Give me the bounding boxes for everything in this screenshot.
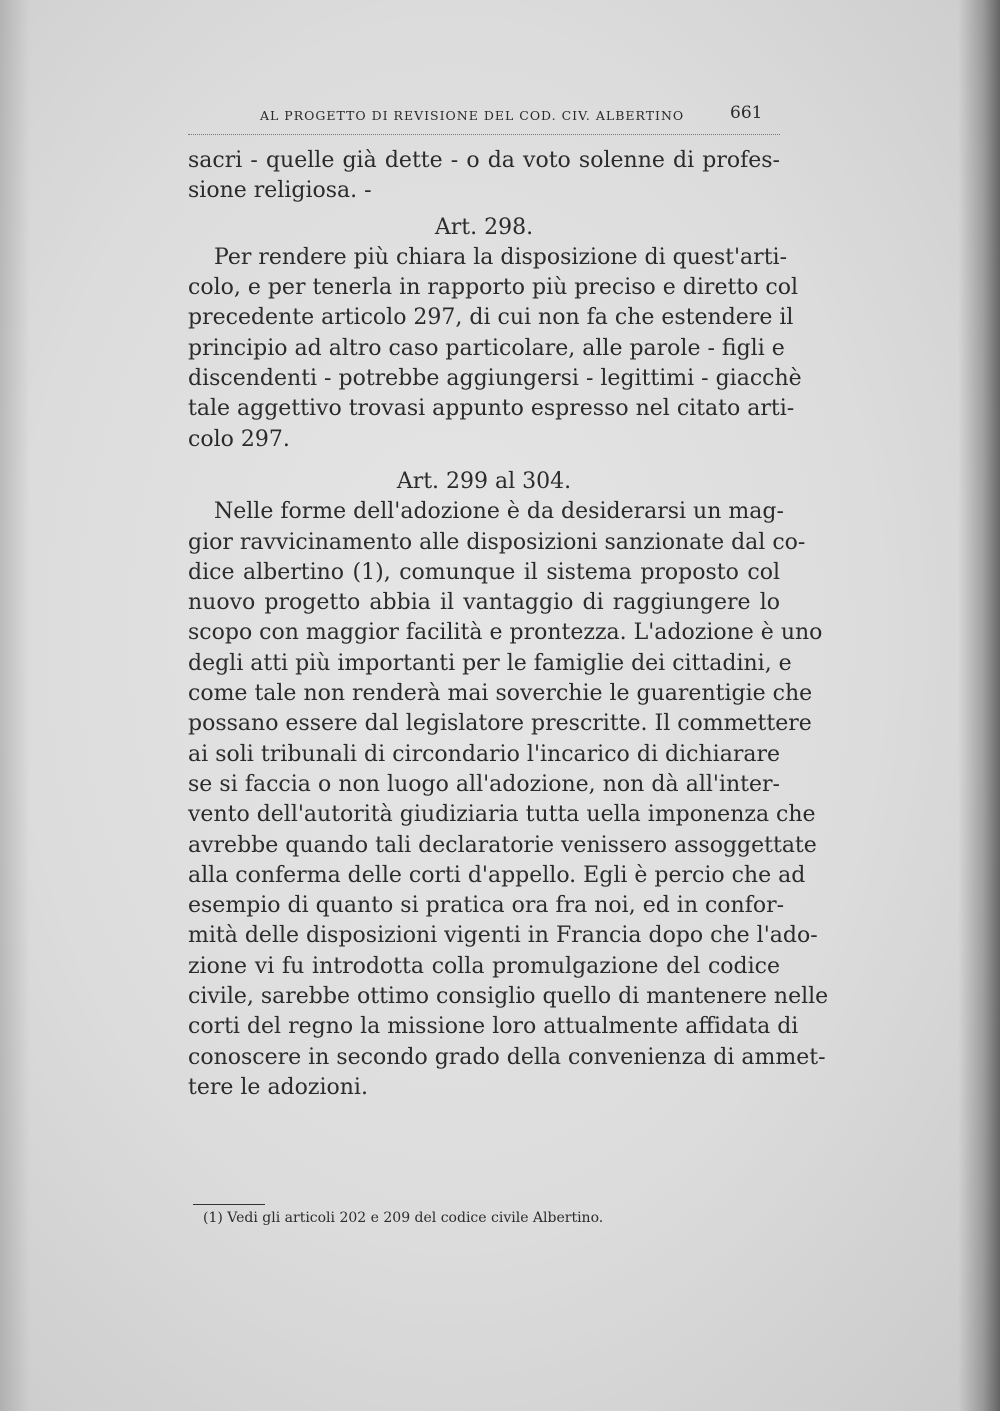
text-line: come tale non renderà mai soverchie le guarentigie che (188, 681, 813, 707)
text-line: precedente articolo 297, di cui non fa che estendere il (188, 305, 794, 331)
page-shadow-right (958, 0, 1000, 1411)
text-line: conoscere in secondo grado della convenienza di ammet- (188, 1044, 826, 1070)
text-line: tere le adozioni. (188, 1074, 368, 1100)
text-line: scopo con maggior facilità e prontezza. L'adozione è uno (188, 620, 823, 646)
footnote: (1) Vedi gli articoli 202 e 209 del codice civile Albertino. (203, 1210, 604, 1226)
text-line: colo 297. (188, 426, 290, 452)
text-line: vento dell'autorità giudiziaria tutta uella imponenza che (188, 802, 816, 828)
text-line: tale aggettivo trovasi appunto espresso nel citato arti- (188, 396, 795, 422)
text-line: Per rendere più chiara la disposizione di quest'arti- (214, 244, 787, 270)
text-line: possano essere dal legislatore prescritte. Il commettere (188, 711, 812, 737)
footnote-rule (193, 1204, 265, 1205)
text-line: principio ad altro caso particolare, alle parole - figli e (188, 335, 785, 361)
text-line: avrebbe quando tali declaratorie venissero assoggettate (188, 832, 817, 858)
text-line: ai soli tribunali di circondario l'incarico di dichiarare (188, 741, 780, 767)
text-line: se si faccia o non luogo all'adozione, non dà all'inter- (188, 771, 780, 797)
text-line: civile, sarebbe ottimo consiglio quello di mantenere nelle (188, 984, 829, 1010)
text-line: sacri - quelle già dette - o da voto solenne di profes- (188, 148, 780, 173)
page-shadow-left (0, 0, 30, 1411)
article-heading-298: Art. 298. (434, 214, 534, 240)
header-rule (188, 134, 780, 135)
text-line: sione religiosa. - (188, 178, 372, 204)
text-line: zione vi fu introdotta colla promulgazione del codice (188, 953, 780, 979)
text-line: gior ravvicinamento alle disposizioni sanzionate dal co- (188, 529, 806, 555)
text-line: alla conferma delle corti d'appello. Egli è percio che ad (188, 862, 806, 888)
text-line: colo, e per tenerla in rapporto più preciso e diretto col (188, 275, 798, 301)
text-line: dice albertino (1), comunque il sistema proposto col (188, 559, 780, 585)
text-line: corti del regno la missione loro attualmente affidata di (188, 1014, 799, 1040)
text-line: degli atti più importanti per le famiglie dei cittadini, e (188, 650, 792, 676)
text-line: esempio di quanto si pratica ora fra noi, ed in confor- (188, 893, 785, 919)
article-heading-299-304: Art. 299 al 304. (396, 468, 572, 494)
text-line: Nelle forme dell'adozione è da desiderarsi un mag- (214, 499, 784, 525)
running-head: AL PROGETTO DI REVISIONE DEL COD. CIV. ALBERTINO (260, 108, 685, 123)
text-line: nuovo progetto abbia il vantaggio di raggiungere lo (188, 590, 780, 616)
body-text (188, 146, 829, 1103)
text-line: discendenti - potrebbe aggiungersi - legittimi - giacchè (188, 366, 802, 392)
page-number: 661 (730, 103, 763, 123)
text-line: mità delle disposizioni vigenti in Francia dopo che l'ado- (188, 923, 818, 949)
